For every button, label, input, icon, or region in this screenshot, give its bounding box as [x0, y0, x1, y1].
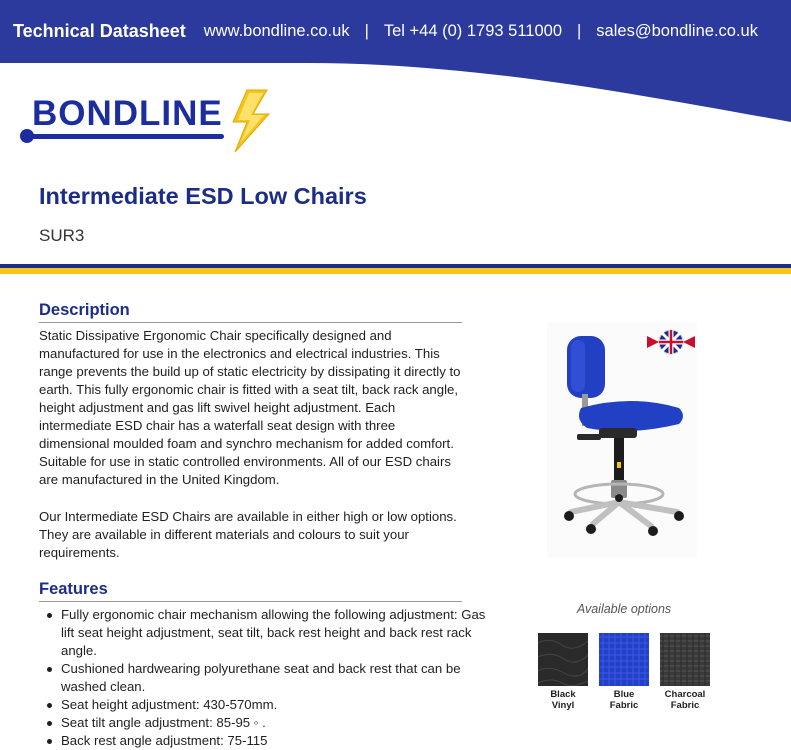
divider-yellow	[0, 268, 791, 274]
header-website-link[interactable]: www.bondline.co.uk	[203, 21, 350, 40]
description-paragraph: Our Intermediate ESD Chairs are available in either high or low options. They are available in different materials and colours to suit your requirements.	[39, 509, 457, 560]
header-separator: |	[364, 21, 369, 40]
header-separator: |	[577, 21, 582, 40]
lightning-bolt-icon	[223, 88, 279, 154]
logo-text: BONDLINE	[32, 94, 223, 133]
chair-product-image	[547, 322, 697, 558]
features-heading: Features	[39, 580, 462, 602]
features-list	[39, 606, 501, 750]
header-bar	[0, 0, 791, 62]
page-title: Intermediate ESD Low Chairs	[39, 183, 367, 209]
swatch-label-blue-fabric	[594, 689, 654, 711]
bondline-logo	[20, 90, 280, 156]
uk-flag-icon	[647, 330, 695, 354]
header-email-link[interactable]: sales@bondline.co.uk	[596, 21, 758, 40]
list-item: Back rest angle adjustment: 75-115	[61, 732, 501, 750]
swatch-label-black-vinyl	[533, 689, 593, 711]
list-item: Cushioned hardwearing polyurethane seat and back rest that can be washed clean.	[61, 660, 501, 696]
swatch-black-vinyl	[538, 633, 588, 686]
description-heading: Description	[39, 301, 462, 323]
swatch-label-line: Vinyl	[551, 700, 575, 711]
logo-underline	[26, 134, 224, 139]
swatch-blue-fabric	[599, 633, 649, 686]
header-title: Technical Datasheet	[13, 20, 186, 41]
description-paragraph: Static Dissipative Ergonomic Chair specifically designed and manufactured for use in the electronics and electrical industries. This range prevents the build up of static electricity by dissipating it directly to earth. This fully ergonomic chair is fitted with a seat tilt, back rack angle, height adjustment and gas lift swivel height adjustment. Each intermediate ESD chair has a waterfall seat design with three dimensional moulded foam and synchro mechanism for added comfort. Suitable for use in static controlled environments. All of our ESD chairs are manufactured in the United Kingdom.	[39, 328, 461, 487]
swatch-label-charcoal-fabric	[655, 689, 715, 711]
options-caption: Available options	[576, 602, 672, 616]
swatch-label-line: Fabric	[670, 700, 700, 711]
swatch-charcoal-fabric	[660, 633, 710, 686]
swatch-label-line: Fabric	[609, 700, 639, 711]
swatch-label-line: Charcoal	[664, 689, 706, 700]
list-item: Seat tilt angle adjustment: 85-95 ◦ .	[61, 714, 501, 732]
header-phone-link[interactable]: Tel +44 (0) 1793 511000	[383, 21, 562, 40]
product-code: SUR3	[39, 226, 85, 245]
list-item: Fully ergonomic chair mechanism allowing the following adjustment: Gas lift seat height adjustment, seat tilt, back rest height and back rest rack angle.	[61, 606, 501, 660]
swatch-label-line: Black	[550, 689, 576, 700]
swatch-label-line: Blue	[613, 689, 635, 700]
list-item: Seat height adjustment: 430-570mm.	[61, 696, 501, 714]
